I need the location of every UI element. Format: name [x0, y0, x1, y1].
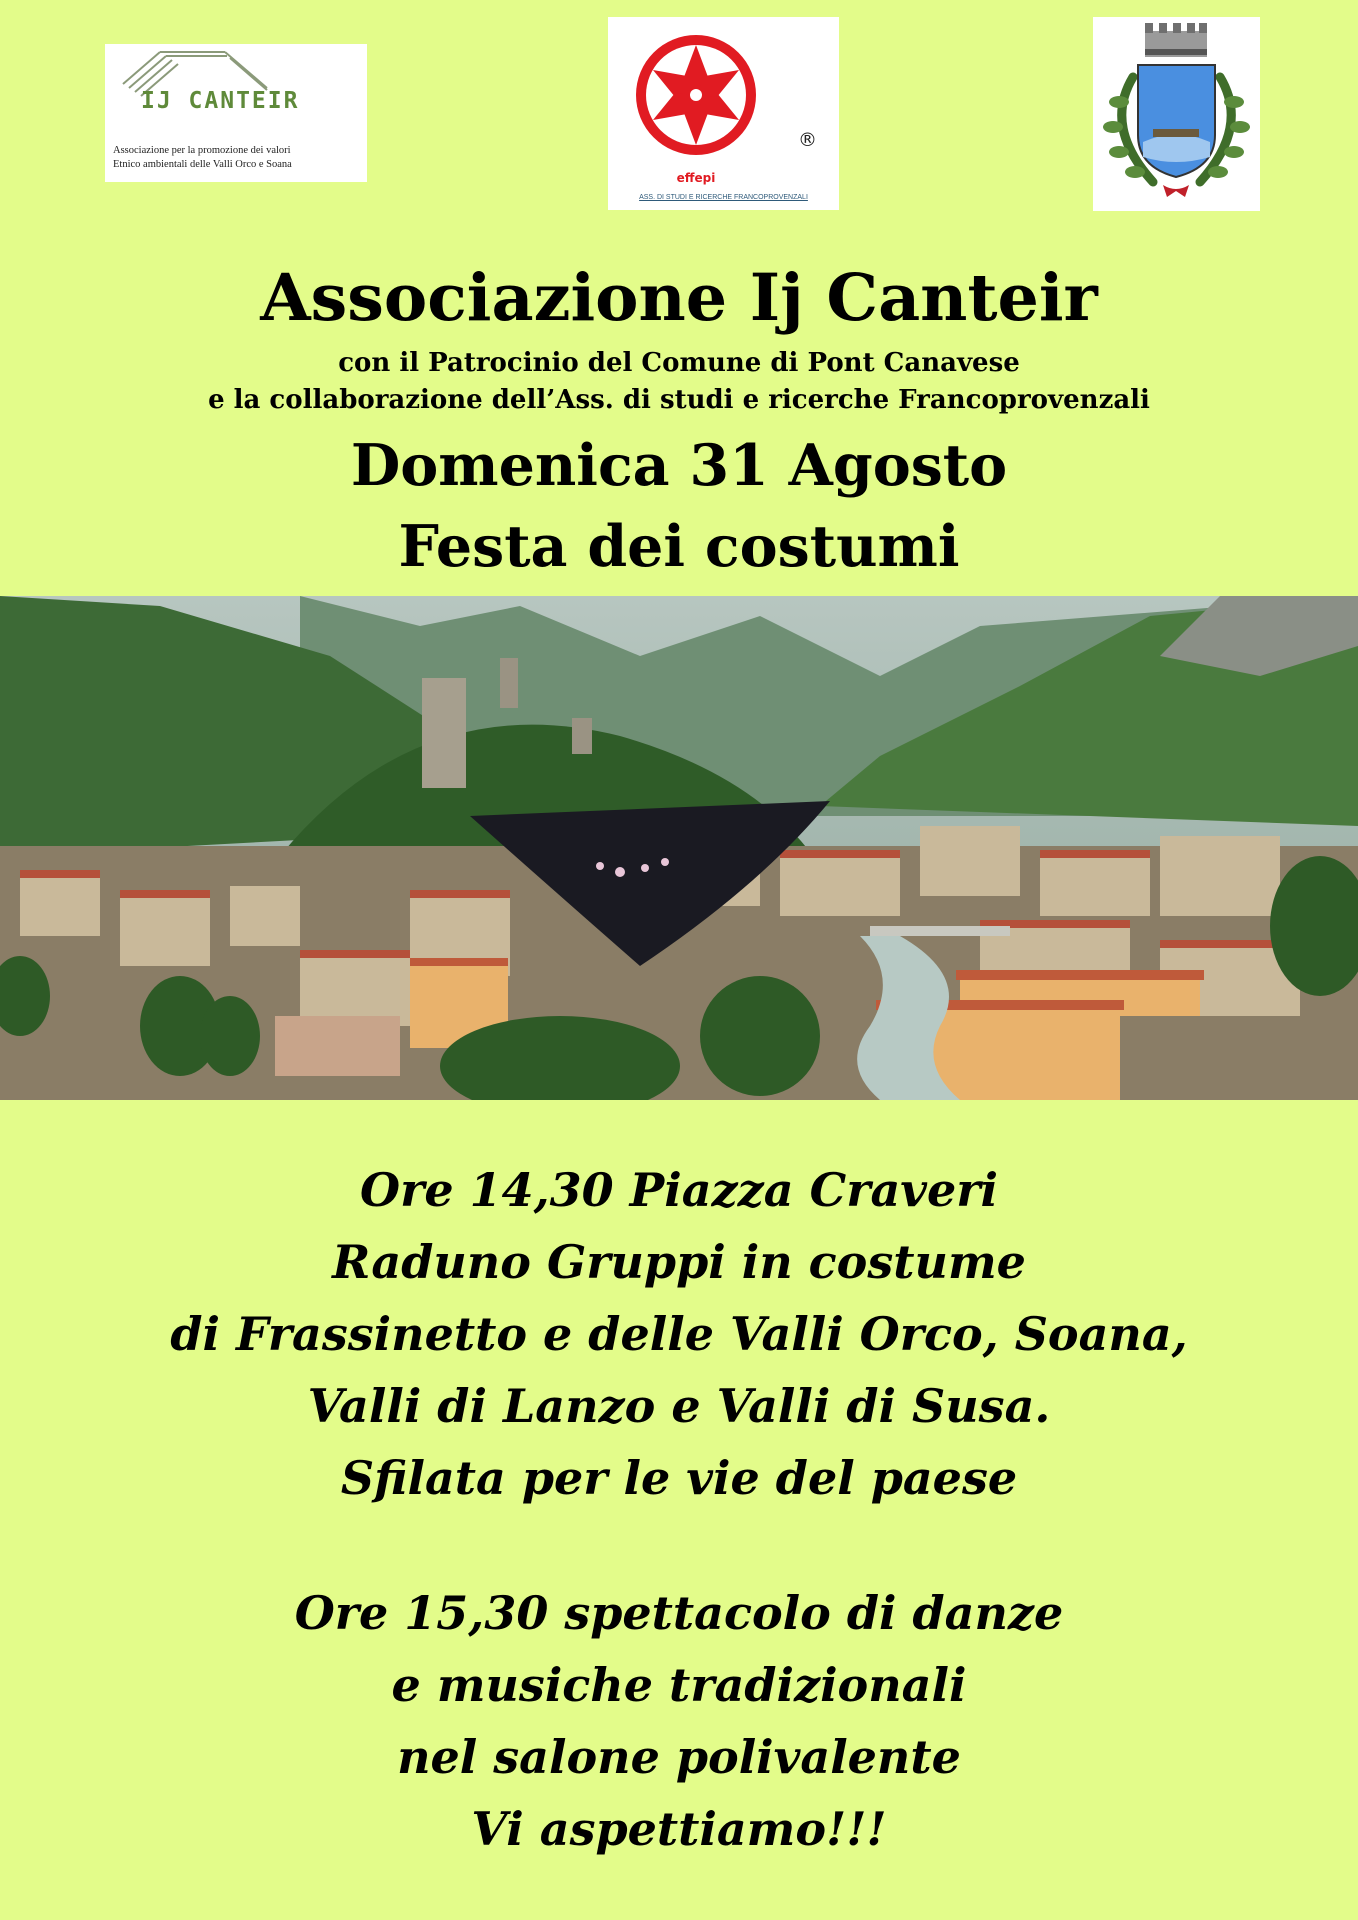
ij-canteir-brand: IJ CANTEIR [141, 88, 300, 114]
program-line: Valli di Lanzo e Valli di Susa. [307, 1379, 1051, 1433]
event-date: Domenica 31 Agosto [350, 432, 1008, 499]
ij-canteir-caption-2: Etnico ambientali delle Valli Orco e Soana [113, 159, 292, 170]
ij-canteir-caption-1: Associazione per la promozione dei valori [113, 145, 291, 156]
page-title: Associazione Ij Canteir [260, 260, 1098, 336]
rosette-icon [608, 17, 839, 182]
program-line: di Frassinetto e delle Valli Orco, Soana, [170, 1307, 1188, 1361]
program-block-1 [0, 1154, 1358, 1514]
ij-canteir-logo [105, 44, 367, 182]
program-block-2 [0, 1577, 1358, 1865]
effepi-name: effepi [676, 171, 716, 185]
event-name: Festa dei costumi [398, 513, 960, 580]
patronage-line: con il Patrocinio del Comune di Pont Canavese [338, 348, 1020, 378]
program-line: Vi aspettiamo!!! [471, 1802, 887, 1856]
program-line: nel salone polivalente [397, 1730, 961, 1784]
program-line: Ore 14,30 Piazza Craveri [360, 1163, 998, 1217]
program-line: e musiche tradizionali [391, 1658, 967, 1712]
coat-of-arms-logo [1093, 17, 1260, 211]
effepi-logo [608, 17, 839, 210]
valley-town-photo [0, 596, 1358, 1100]
effepi-caption: ASS. DI STUDI E RICERCHE FRANCOPROVENZALI [639, 194, 808, 201]
collaboration-line: e la collaborazione dell’Ass. di studi e ricerche Francoprovenzali [208, 385, 1150, 415]
coat-of-arms-icon [1093, 17, 1260, 211]
program-line: Raduno Gruppi in costume [332, 1235, 1026, 1289]
program-line: Ore 15,30 spettacolo di danze [294, 1586, 1064, 1640]
registered-mark: ® [798, 129, 817, 151]
program-line: Sfilata per le vie del paese [340, 1451, 1018, 1505]
